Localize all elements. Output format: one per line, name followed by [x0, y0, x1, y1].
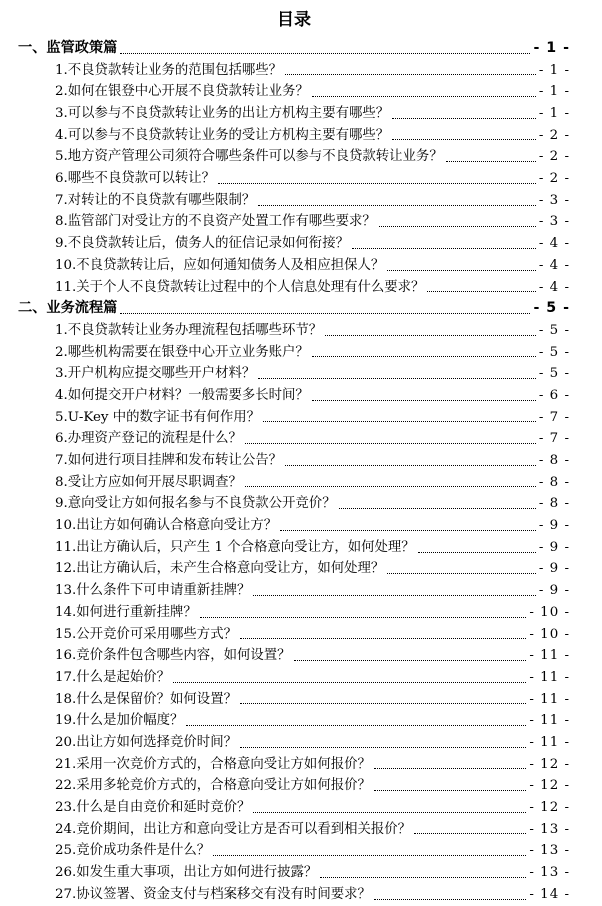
- page-number: - 4 -: [538, 279, 570, 295]
- toc-entry[interactable]: [18, 559, 570, 581]
- toc-entry-label: 20.出让方如何选择竞价时间？: [55, 734, 237, 750]
- toc-entry[interactable]: [18, 212, 570, 234]
- page-number: - 5 -: [533, 300, 570, 317]
- toc-entry[interactable]: [18, 819, 570, 841]
- toc-entry[interactable]: [18, 103, 570, 125]
- dot-leader: [240, 703, 526, 704]
- page-number: - 9 -: [538, 518, 570, 534]
- dot-leader: [285, 74, 536, 75]
- dot-leader: [120, 53, 530, 54]
- toc-entry-label: 2.哪些机构需要在银登中心开立业务账户？: [55, 344, 309, 360]
- toc-entry-label: 14.如何进行重新挂牌？: [55, 604, 197, 620]
- page-number: - 11 -: [529, 734, 570, 750]
- page-number: - 12 -: [529, 756, 570, 772]
- toc-entry-label: 18.什么是保留价？如何设置？: [55, 691, 237, 707]
- page-number: - 2 -: [538, 149, 570, 165]
- dot-leader: [352, 248, 536, 249]
- toc-title: 目录: [277, 10, 311, 30]
- toc-section[interactable]: [18, 38, 570, 60]
- page-number: - 10 -: [529, 626, 570, 642]
- dot-leader: [339, 508, 536, 509]
- toc-entry-label: 7.对转让的不良贷款有哪些限制？: [55, 192, 256, 208]
- toc-entry[interactable]: [18, 884, 570, 906]
- toc-entry[interactable]: [18, 580, 570, 602]
- toc-entry-label: 2.如何在银登中心开展不良贷款转让业务？: [55, 84, 309, 100]
- toc-entry-label: 3.开户机构应提交哪些开户材料？: [55, 366, 256, 382]
- page-number: - 13 -: [529, 865, 570, 881]
- page-number: - 8 -: [538, 453, 570, 469]
- toc-entry-label: 13.什么条件下可申请重新挂牌？: [55, 583, 251, 599]
- dot-leader: [374, 899, 527, 900]
- toc-entry-label: 9.不良贷款转让后，债务人的征信记录如何衔接？: [55, 236, 349, 252]
- toc-entry[interactable]: [18, 624, 570, 646]
- toc-list: [18, 38, 570, 906]
- toc-entry[interactable]: [18, 255, 570, 277]
- section-heading: 一、监管政策篇: [18, 39, 118, 56]
- toc-entry[interactable]: [18, 754, 570, 776]
- toc-entry[interactable]: [18, 732, 570, 754]
- dot-leader: [374, 790, 527, 791]
- dot-leader: [387, 573, 536, 574]
- toc-entry-label: 21.采用一次竞价方式的，合格意向受让方如何报价？: [55, 756, 371, 772]
- toc-entry-label: 10.不良贷款转让后，应如何通知债务人及相应担保人？: [55, 257, 385, 273]
- toc-entry[interactable]: [18, 168, 570, 190]
- page-number: - 13 -: [529, 843, 570, 859]
- toc-entry[interactable]: [18, 840, 570, 862]
- toc-entry-label: 5.地方资产管理公司须符合哪些条件可以参与不良贷款转让业务？: [55, 149, 443, 165]
- toc-entry[interactable]: [18, 385, 570, 407]
- page-number: - 5 -: [538, 344, 570, 360]
- toc-entry-label: 12.出让方确认后，未产生合格意向受让方，如何处理？: [55, 561, 385, 577]
- dot-leader: [285, 465, 536, 466]
- dot-leader: [186, 725, 526, 726]
- toc-entry-label: 1.不良贷款转让业务的范围包括哪些？: [55, 62, 283, 78]
- page-number: - 4 -: [538, 257, 570, 273]
- page-number: - 3 -: [538, 192, 570, 208]
- toc-entry-label: 22.采用多轮竞价方式的，合格意向受让方如何报价？: [55, 778, 371, 794]
- page-number: - 4 -: [538, 236, 570, 252]
- toc-entry[interactable]: [18, 667, 570, 689]
- dot-leader: [200, 617, 527, 618]
- toc-entry-label: 27.协议签署、资金支付与档案移交有没有时间要求？: [55, 886, 371, 902]
- toc-entry[interactable]: [18, 797, 570, 819]
- dot-leader: [312, 400, 536, 401]
- dot-leader: [446, 161, 536, 162]
- page-number: - 1 -: [538, 84, 570, 100]
- dot-leader: [374, 768, 527, 769]
- toc-entry[interactable]: [18, 60, 570, 82]
- page-number: - 1 -: [538, 62, 570, 78]
- toc-entry-label: 10.出让方如何确认合格意向受让方？: [55, 518, 278, 534]
- dot-leader: [294, 660, 527, 661]
- toc-entry[interactable]: [18, 493, 570, 515]
- page-number: - 5 -: [538, 366, 570, 382]
- toc-entry[interactable]: [18, 689, 570, 711]
- toc-entry-label: 19.什么是加价幅度？: [55, 713, 184, 729]
- page-number: - 7 -: [538, 409, 570, 425]
- dot-leader: [120, 313, 530, 314]
- toc-entry-label: 4.可以参与不良贷款转让业务的受让方机构主要有哪些？: [55, 127, 390, 143]
- toc-entry-label: 8.受让方应如何开展尽职调查？: [55, 474, 242, 490]
- page-number: - 8 -: [538, 496, 570, 512]
- toc-entry-label: 6.办理资产登记的流程是什么？: [55, 431, 242, 447]
- dot-leader: [258, 205, 536, 206]
- toc-entry[interactable]: [18, 450, 570, 472]
- page-number: - 2 -: [538, 171, 570, 187]
- toc-entry-label: 6.哪些不良贷款可以转让？: [55, 171, 216, 187]
- dot-leader: [325, 335, 536, 336]
- toc-entry-label: 16.竞价条件包含哪些内容，如何设置？: [55, 648, 291, 664]
- toc-entry-label: 1.不良贷款转让业务办理流程包括哪些环节？: [55, 322, 323, 338]
- toc-entry[interactable]: [18, 407, 570, 429]
- page-number: - 5 -: [538, 322, 570, 338]
- dot-leader: [253, 595, 536, 596]
- dot-leader: [312, 96, 536, 97]
- dot-leader: [427, 291, 535, 292]
- toc-entry-label: 15.公开竞价可采用哪些方式？: [55, 626, 237, 642]
- dot-leader: [258, 378, 536, 379]
- toc-entry[interactable]: [18, 472, 570, 494]
- toc-entry-label: 11.出让方确认后，只产生 1 个合格意向受让方，如何处理？: [55, 539, 415, 555]
- toc-entry-label: 24.竞价期间，出让方和意向受让方是否可以看到相关报价？: [55, 821, 412, 837]
- dot-leader: [253, 812, 526, 813]
- page-number: - 9 -: [538, 583, 570, 599]
- toc-entry[interactable]: [18, 645, 570, 667]
- toc-entry-label: 25.竞价成功条件是什么？: [55, 843, 211, 859]
- toc-entry[interactable]: [18, 233, 570, 255]
- page-number: - 10 -: [529, 604, 570, 620]
- page-number: - 12 -: [529, 778, 570, 794]
- page-number: - 3 -: [538, 214, 570, 230]
- page-number: - 14 -: [529, 886, 570, 902]
- dot-leader: [263, 421, 536, 422]
- section-heading: 二、业务流程篇: [18, 300, 118, 317]
- toc-entry[interactable]: [18, 277, 570, 299]
- toc-entry-label: 23.什么是自由竞价和延时竞价？: [55, 800, 251, 816]
- toc-entry[interactable]: [18, 775, 570, 797]
- page-number: - 12 -: [529, 800, 570, 816]
- page-number: - 9 -: [538, 561, 570, 577]
- toc-entry-label: 26.如发生重大事项，出让方如何进行披露？: [55, 865, 318, 881]
- dot-leader: [392, 118, 536, 119]
- dot-leader: [379, 226, 536, 227]
- dot-leader: [245, 486, 536, 487]
- page-number: - 11 -: [529, 691, 570, 707]
- page-number: - 8 -: [538, 474, 570, 490]
- toc-entry-label: 8.监管部门对受让方的不良资产处置工作有哪些要求？: [55, 214, 376, 230]
- toc-entry[interactable]: [18, 363, 570, 385]
- toc-entry[interactable]: [18, 81, 570, 103]
- toc-entry[interactable]: [18, 342, 570, 364]
- toc-entry[interactable]: [18, 515, 570, 537]
- toc-entry-label: 17.什么是起始价？: [55, 669, 171, 685]
- toc-entry-label: 5.U-Key 中的数字证书有何作用？: [55, 409, 261, 425]
- dot-leader: [240, 747, 526, 748]
- toc-entry[interactable]: [18, 602, 570, 624]
- dot-leader: [173, 682, 526, 683]
- dot-leader: [320, 877, 526, 878]
- toc-entry-label: 11.关于个人不良贷款转让过程中的个人信息处理有什么要求？: [55, 279, 425, 295]
- toc-entry[interactable]: [18, 125, 570, 147]
- dot-leader: [414, 833, 526, 834]
- toc-entry[interactable]: [18, 190, 570, 212]
- toc-entry[interactable]: [18, 428, 570, 450]
- dot-leader: [387, 270, 536, 271]
- toc-entry[interactable]: [18, 537, 570, 559]
- page-number: - 11 -: [529, 713, 570, 729]
- dot-leader: [280, 530, 536, 531]
- page-number: - 1 -: [533, 39, 570, 56]
- toc-entry-label: 4.如何提交开户材料？一般需要多长时间？: [55, 387, 309, 403]
- dot-leader: [213, 855, 526, 856]
- toc-entry-label: 9.意向受让方如何报名参与不良贷款公开竞价？: [55, 496, 336, 512]
- page-number: - 1 -: [538, 106, 570, 122]
- dot-leader: [245, 443, 536, 444]
- page-number: - 6 -: [538, 387, 570, 403]
- toc-entry-label: 7.如何进行项目挂牌和发布转让公告？: [55, 453, 283, 469]
- page-number: - 7 -: [538, 431, 570, 447]
- toc-entry[interactable]: [18, 862, 570, 884]
- dot-leader: [218, 183, 536, 184]
- toc-entry[interactable]: [18, 320, 570, 342]
- page-number: - 13 -: [529, 821, 570, 837]
- page-number: - 11 -: [529, 669, 570, 685]
- page-number: - 9 -: [538, 539, 570, 555]
- dot-leader: [240, 638, 526, 639]
- dot-leader: [418, 552, 536, 553]
- toc-section[interactable]: [18, 298, 570, 320]
- toc-entry-label: 3.可以参与不良贷款转让业务的出让方机构主要有哪些？: [55, 106, 390, 122]
- toc-entry[interactable]: [18, 146, 570, 168]
- toc-entry[interactable]: [18, 710, 570, 732]
- dot-leader: [392, 139, 536, 140]
- page-number: - 11 -: [529, 648, 570, 664]
- dot-leader: [312, 356, 536, 357]
- page-number: - 2 -: [538, 127, 570, 143]
